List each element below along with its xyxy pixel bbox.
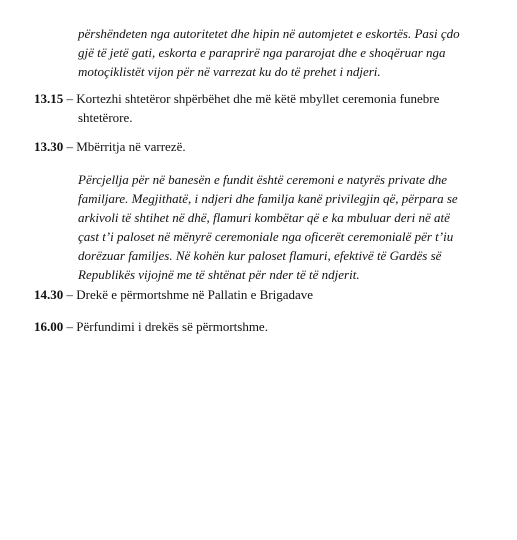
text-line: dorëzuar familjes. Në kohën kur paloset flamuri, efektivë të Gardës së — [78, 248, 442, 263]
schedule-entry-1430 — [34, 285, 484, 304]
entry-line — [34, 89, 484, 108]
text-line: arkivoli të shtihet në dhë, flamuri kombëtar që e ka mbuluar deri në atë — [78, 210, 450, 225]
entry-line — [34, 137, 484, 156]
text-line: familjare. Megjithatë, i ndjeri dhe familja kanë privilegjin që, përpara se — [78, 191, 458, 206]
entry-continuation: shtetërore. — [78, 110, 133, 125]
entry-text: – Drekë e përmortshme në Pallatin e Brigadave — [63, 287, 314, 302]
entry-line — [34, 317, 484, 336]
text-line: gjë të jetë gati, eskorta e paraprirë nga pararojat dhe e shoqëruar nga — [78, 45, 446, 60]
entry-text: – Kortezhi shtetëror shpërbëhet dhe më këtë mbyllet ceremonia funebre — [63, 91, 440, 106]
schedule-entry-1330 — [34, 137, 484, 156]
schedule-entry-1600 — [34, 317, 484, 336]
entry-time: 13.30 — [34, 139, 64, 154]
entry-text: – Mbërritja në varrezë. — [63, 139, 186, 154]
schedule-entry-1315 — [34, 89, 484, 127]
text-line: motoçiklistët vijon për në varrezat ku do të prehet i ndjeri. — [78, 64, 381, 79]
entry-line — [34, 285, 484, 304]
entry-text: – Përfundimi i drekës së përmortshme. — [63, 319, 268, 334]
text-line: Republikës vijojnë me të shtënat për nder të të ndjerit. — [78, 267, 360, 282]
text-line: Përcjellja për në banesën e fundit është ceremoni e natyrës private dhe — [78, 172, 448, 187]
text-line: çast t’i paloset në mënyrë ceremoniale nga oficerët ceremonialë për t’iu — [78, 229, 454, 244]
text-line: përshëndeten nga autoritetet dhe hipin në automjetet e eskortës. Pasi çdo — [78, 26, 460, 41]
escort-paragraph — [78, 24, 478, 81]
entry-time: 14.30 — [34, 287, 64, 302]
entry-time: 16.00 — [34, 319, 64, 334]
entry-time: 13.15 — [34, 91, 64, 106]
burial-paragraph — [78, 170, 478, 284]
